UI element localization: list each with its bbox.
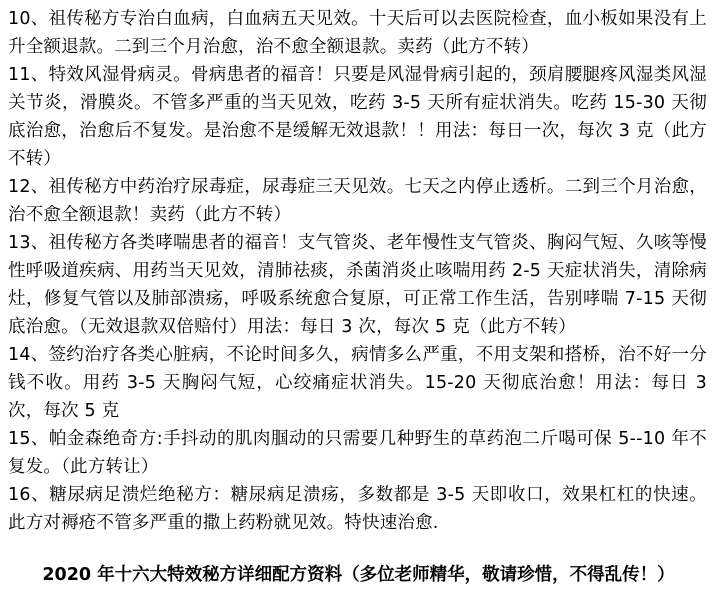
remedy-item-13: 13、祖传秘方各类哮喘患者的福音！支气管炎、老年慢性支气管炎、胸闷气短、久咳等慢性呼吸道疾病、用药当天见效，清肺祛痰，杀菌消炎止咳喘用药 2-5 天症状消失，清除病灶，修复气管以及肺部溃疡，呼吸系统愈合复原，可正常工作生活，告别哮喘 7-15 天彻底治愈。（无效退款双倍赔付）用法：每日 3 次，每次 5 克（此方不转）	[8, 233, 707, 337]
remedy-item-10: 10、祖传秘方专治白血病，白血病五天见效。十天后可以去医院检查，血小板如果没有上升全额退款。二到三个月治愈，治不愈全额退款。卖药（此方不转）	[8, 9, 707, 57]
remedy-item-12: 12、祖传秘方中药治疗尿毒症，尿毒症三天见效。七天之内停止透析。二到三个月治愈，治不愈全额退款！卖药（此方不转）	[8, 177, 707, 225]
document-footer-title: 2020 年十六大特效秘方详细配方资料（多位老师精华，敬请珍惜，不得乱传！）	[42, 565, 675, 585]
remedy-item-15: 15、帕金森绝奇方:手抖动的肌肉腘动的只需要几种野生的草药泡二斤喝可保 5--10 年不复发。（此方转让）	[8, 429, 707, 477]
remedy-item-11: 11、特效风湿骨病灵。骨病患者的福音！只要是风湿骨病引起的，颈肩腰腿疼风湿类风湿关节炎，滑膜炎。不管多严重的当天见效，吃药 3-5 天所有症状消失。吃药 15-30 天彻底治愈，治愈后不复发。是治愈不是缓解无效退款！！用法：每日一次，每次 3 克（此方不转）	[8, 65, 707, 169]
remedy-item-14: 14、签约治疗各类心脏病，不论时间多久，病情多么严重，不用支架和搭桥，治不好一分钱不收。用药 3-5 天胸闷气短，心绞痛症状消失。15-20 天彻底治愈！用法：每日 3 次，每次 5 克	[8, 345, 707, 421]
remedy-item-16: 16、糖尿病足溃烂绝秘方：糖尿病足溃疡，多数都是 3-5 天即收口，效果杠杠的快速。此方对褥疮不管多严重的撒上药粉就见效。特快速治愈.	[8, 485, 707, 533]
